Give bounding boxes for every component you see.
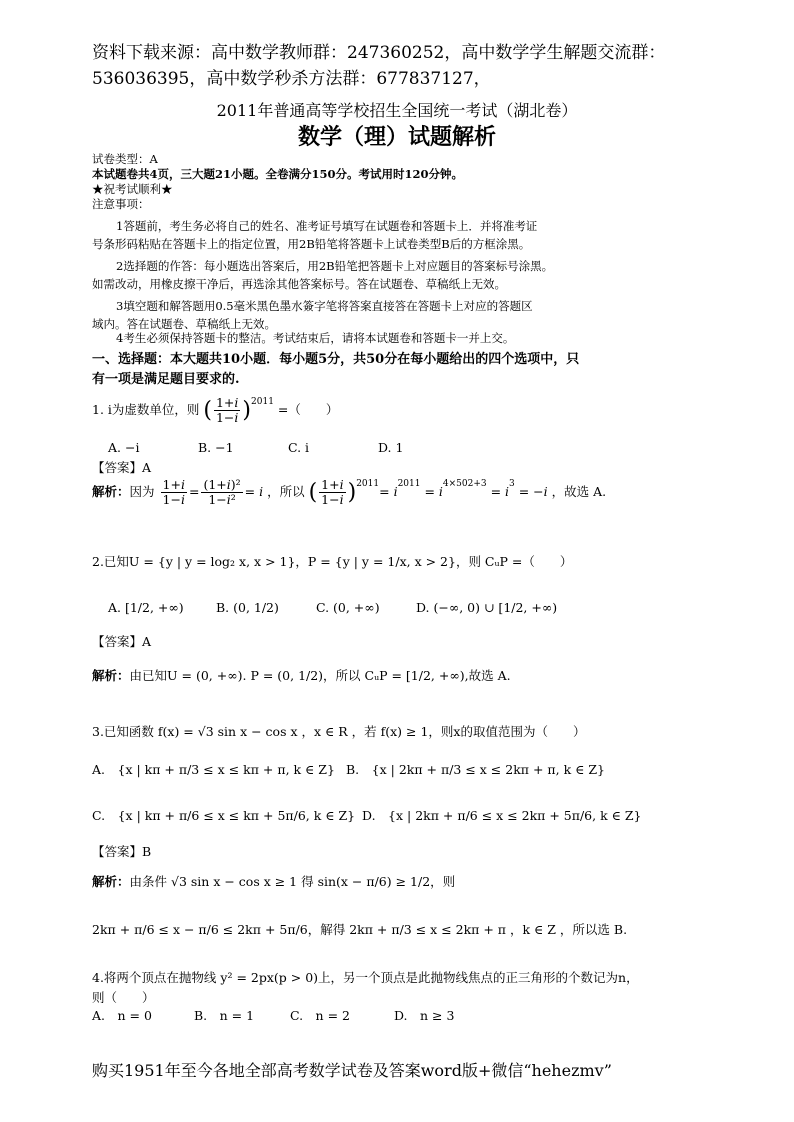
q3-option-c[interactable]: C. {x | kπ + π/6 ≤ x ≤ kπ + 5π/6, k ∈ Z} (92, 808, 356, 823)
q3-option-d[interactable]: D. {x | 2kπ + π/6 ≤ x ≤ 2kπ + 5π/6, k ∈ Z} (362, 808, 642, 823)
frac-1pi-1mi: $\frac{1+i}{1-i}$ (215, 395, 239, 425)
section-1-line-2: 有一项是满足题目要求的. (92, 372, 240, 387)
notice-2a: 2选择题的作答：每小题选出答案后，用2B铅笔把答题卡上对应题目的答案标号涂黑。 (116, 259, 554, 273)
question-3-stem: 3.已知函数 f(x) = √3 sin x − cos x ，x ∈ R ，若 f(x) ≥ 1，则x的取值范围为（ ） (92, 724, 586, 739)
notice-3b: 域内。答在试题卷、草稿纸上无效。 (92, 317, 276, 331)
notice-3a: 3填空题和解答题用0.5毫米黑色墨水簽字笔将答案直接答在答题卡上对应的答题区 (116, 299, 533, 313)
notice-title: 注意事项： (92, 197, 150, 211)
q4-option-b[interactable]: B. n = 1 (193, 1008, 255, 1023)
question-4-options (92, 1006, 494, 1024)
q3-option-a[interactable]: A. {x | kπ + π/3 ≤ x ≤ kπ + π, k ∈ Z} (92, 762, 335, 777)
q2-option-b[interactable]: B. (0, 1/2) (215, 600, 279, 615)
q1-option-a[interactable]: A. −i (108, 440, 140, 455)
header-line-2: 536036395，高中数学秒杀方法群：677837127， (92, 69, 491, 89)
q1-option-c[interactable]: C. i (287, 440, 310, 455)
question-1-options (108, 440, 464, 455)
page-title: 数学（理）试题解析 (297, 125, 496, 150)
q4-option-a[interactable]: A. n = 0 (92, 1008, 152, 1023)
section-1-line-1: 一、选择题：本大题共10小题．每小题5分，共50分在每小题给出的四个选项中，只 (92, 352, 580, 367)
exam-title: 2011年普通高等学校招生全国统一考试（湖北卷） (216, 101, 578, 120)
q2-option-c[interactable]: C. (0, +∞) (315, 600, 380, 615)
q1-answer: 【答案】A (92, 460, 152, 475)
question-2-stem: 2.已知U = {y | y = log₂ x, x > 1}，P = {y | y = 1/x, x > 2}，则 CᵤP =（ ） (92, 554, 573, 569)
q1-option-d[interactable]: D. 1 (377, 440, 404, 455)
notice-1a: 1答题前，考生务必将自己的姓名、准考证号填写在试题卷和答题卡上．并将准考证 (116, 219, 538, 233)
question-2-options (108, 600, 596, 615)
q1-solution: 解析：因为 $\frac{1+i}{1-i}$ = $\frac{\text{(1+i)²}}{\text{1−i²}}$ = i ，所以 ( $\frac{1+i}{1-i}$ )$^{2011}= i^{2011} = i^{4\times 502+3} = i^3 = -i$ ，故选 A. (92, 477, 607, 507)
notice-4: 4考生必须保持答题卡的整洁。考试结束后，请将本试题卷和答题卡一并上交。 (116, 331, 515, 345)
header-line-1: 资料下载来源：高中数学教师群：247360252，高中数学学生解题交流群： (92, 43, 666, 63)
question-1-stem: 1. i为虚数单位，则 ( $\frac{1+i}{1-i}$ )$^{2011}$ =（ ） (92, 395, 339, 425)
q4-option-c[interactable]: C. n = 2 (289, 1008, 350, 1023)
question-4-stem-2: 则（ ） (92, 990, 155, 1005)
q2-option-a[interactable]: A. [1/2, +∞) (108, 600, 184, 615)
good-luck: ★祝考试顺利★ (92, 182, 173, 196)
notice-2b: 如需改动，用橡皮擦干净后，再选涂其他答案标号。答在试题卷、草稿纸上无效。 (92, 277, 506, 291)
purchase-footer: 购买1951年至今各地全部高考数学试卷及答案word版+微信“hehezmv” (92, 1061, 612, 1080)
q3-solution-line-2: 2kπ + π/6 ≤ x − π/6 ≤ 2kπ + 5π/6，解得 2kπ + π/3 ≤ x ≤ 2kπ + π ，k ∈ Z ，所以选 B. (92, 922, 628, 937)
q2-solution: 解析：由已知U = (0, +∞). P = (0, 1/2)，所以 CᵤP = [1/2, +∞),故选 A. (92, 668, 511, 683)
paper-summary: 本试题卷共4页，三大题21小题。全卷满分150分。考试用时120分钟。 (92, 167, 464, 181)
q4-option-d[interactable]: D. n ≥ 3 (393, 1008, 455, 1023)
resource-header (92, 40, 732, 92)
notice-1b: 号条形码粘贴在答题卡上的指定位置，用2B铅笔将答题卡上试卷类型B后的方框涂黑。 (92, 237, 531, 251)
q3-answer: 【答案】B (92, 844, 152, 859)
q3-option-b[interactable]: B. {x | 2kπ + π/3 ≤ x ≤ 2kπ + π, k ∈ Z} (346, 762, 605, 777)
q3-solution-line-1: 解析：由条件 √3 sin x − cos x ≥ 1 得 sin(x − π/6) ≥ 1/2，则 (92, 874, 456, 889)
paper-type: 试卷类型：A (92, 152, 158, 166)
q2-answer: 【答案】A (92, 634, 152, 649)
q2-option-d[interactable]: D. (−∞, 0) ∪ [1/2, +∞) (415, 600, 558, 615)
question-4-stem: 4.将两个顶点在抛物线 y² = 2px(p > 0)上，另一个顶点是此抛物线焦点的正三角形的个数记为n， (92, 970, 639, 985)
q1-option-b[interactable]: B. −1 (197, 440, 234, 455)
